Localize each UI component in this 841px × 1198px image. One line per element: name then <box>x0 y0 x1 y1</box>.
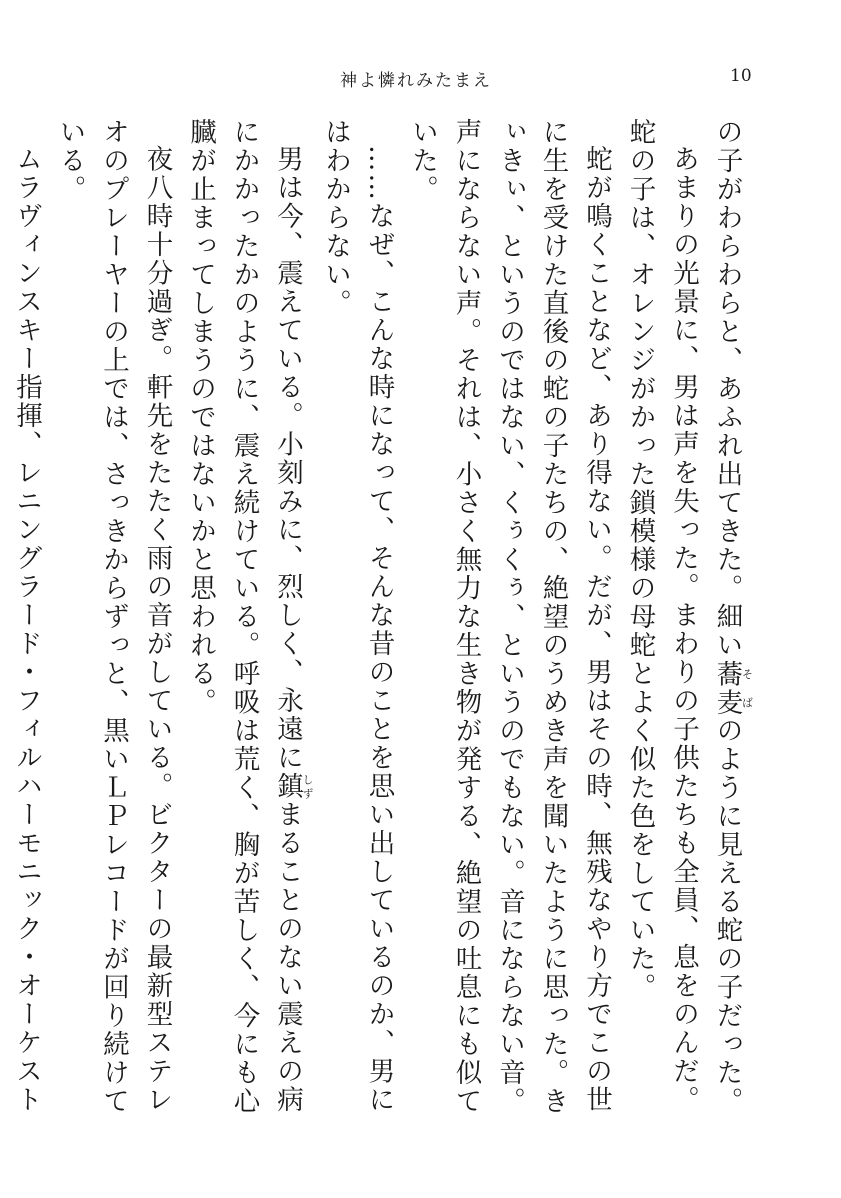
ruby-annotated-word <box>272 771 314 801</box>
paragraph <box>0 118 48 1118</box>
text-run: あまりの光景に、男は声を失った。まわりの子供たちも全員、息をのんだ。蛇の子は、オレンジがかった鎖模様の母蛇とよく似た色をしていた。 <box>624 118 699 1114</box>
ruby-reading: そば <box>740 659 754 717</box>
paragraph <box>401 118 619 1118</box>
text-run: 蛇が鳴くことなど、あり得ない。だが、男はその時、無残なやり方でこの世に生を受けた直後の蛇の子たちの、絶望のうめき声を聞いたように思った。きぃきぃ、というのではない、くぅくぅ、というのでもない。音にならない音。声にならない声。それは、小さく無力な生き物が発する、絶望の吐息にも似ていた。 <box>407 118 612 1116</box>
ruby-annotated-word <box>711 659 754 717</box>
text-run: 夜八時十分過ぎ。軒先をたたく雨の音がしている。ビクターの最新型ステレオのプレーヤーの上では、さっきからずっと、黒いＬＰレコードが回り続けている。 <box>54 118 173 1116</box>
text-run: のように見える蛇の子だった。 <box>711 716 743 1116</box>
ruby-base: 蕎麦 <box>711 659 743 717</box>
text-run: 男は今、震えている。小刻みに、烈しく、永遠に <box>272 144 303 772</box>
paragraph <box>314 118 401 1118</box>
page-number: 10 <box>730 66 752 86</box>
text-run: ……なぜ、こんな時になって、そんな昔のことを思い出しているのか、男にはわからない。 <box>320 118 395 1114</box>
text-run: の子がわらわらと、あふれ出てきた。細い <box>711 118 743 660</box>
ruby-reading: しず <box>301 771 314 800</box>
paragraph <box>618 118 705 1118</box>
body-text <box>11 118 754 1118</box>
paragraph <box>48 118 179 1118</box>
text-run: まることのない震えの病にかかったかのように、震え続けている。呼吸は荒く、胸が苦しく、今にも心臓が止まってしまうのではないかと思われる。 <box>185 118 303 1116</box>
text-run: ムラヴィンスキー指揮、レニングラード・フィルハーモニック・オーケスト <box>11 144 42 1114</box>
running-header-title: 神よ憐れみたまえ <box>340 71 492 91</box>
ruby-base: 鎮 <box>272 771 303 800</box>
paragraph <box>179 118 314 1118</box>
paragraph <box>705 118 753 1118</box>
